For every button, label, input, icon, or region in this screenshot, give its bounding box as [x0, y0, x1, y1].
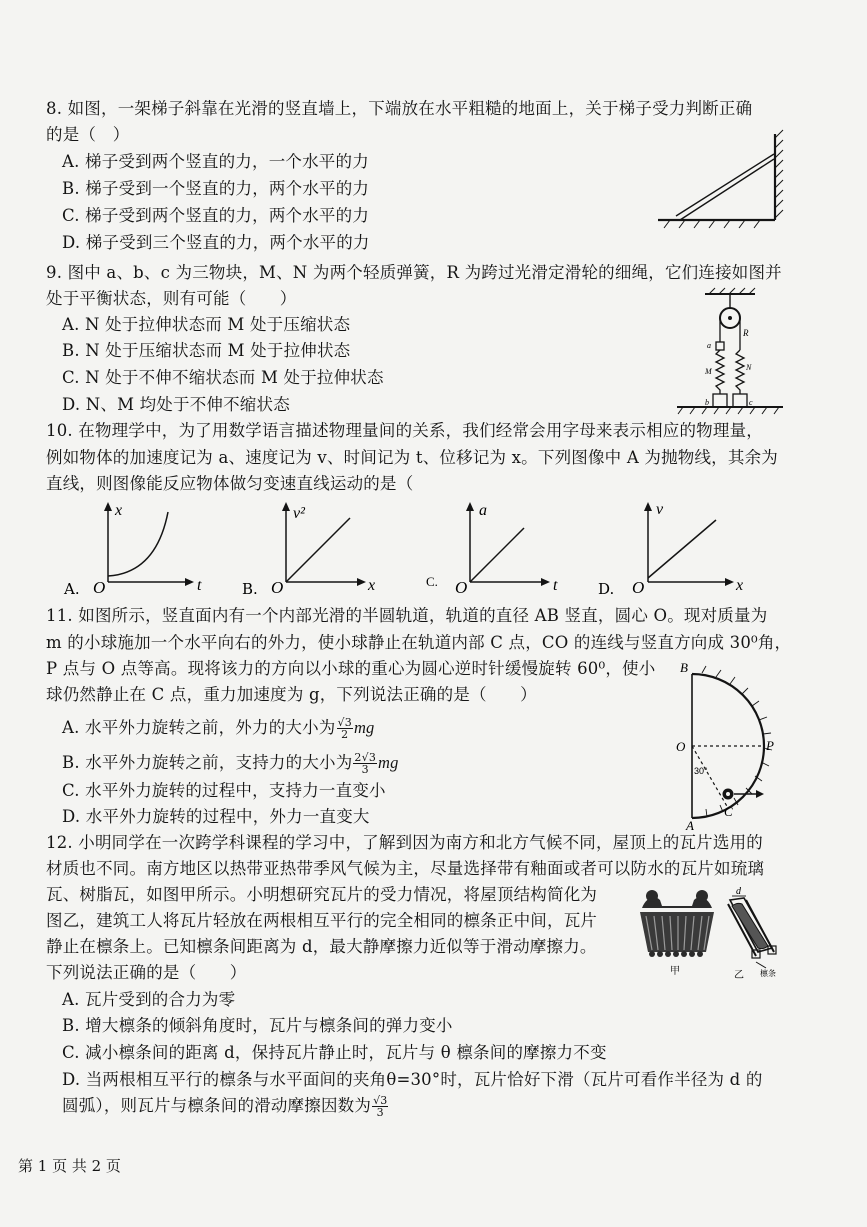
graph-d-y-label: v [656, 501, 664, 518]
q11-option-a [62, 717, 375, 740]
graph-c-letter: C. [426, 574, 438, 589]
q12-figure-jia-roof [632, 886, 722, 978]
graph-c-x-label: t [553, 577, 558, 594]
label-a: a [707, 341, 711, 350]
page-footer: 第 1 页 共 2 页 [18, 1157, 121, 1175]
q12-option-b: B. 增大檩条的倾斜角度时，瓦片与檩条间的弹力变小 [62, 1016, 453, 1035]
label-o: O [676, 739, 686, 754]
q12-stem-line3: 瓦、树脂瓦，如图甲所示。小明想研究瓦片的受力情况，将屋顶结构简化为 [46, 885, 598, 904]
graph-c-y-label: a [479, 502, 487, 519]
q12-option-d-line1: D. 当两根相互平行的檩条与水平面间的夹角θ=30°时，瓦片恰好下滑（瓦片可看作半径为 d 的 [62, 1070, 763, 1089]
graph-a-y-label: x [115, 502, 123, 519]
q11-option-c: C. 水平外力旋转的过程中，支持力一直变小 [62, 781, 386, 800]
graph-c-origin: O [455, 578, 468, 597]
q12-option-d-line2 [62, 1095, 389, 1118]
label-r: R [743, 328, 749, 338]
q8-option-c: C. 梯子受到两个竖直的力，两个水平的力 [62, 206, 370, 225]
q11-option-b [62, 752, 399, 775]
graph-b-letter: B. [242, 580, 258, 598]
label-c: c [749, 398, 753, 407]
q9-stem-line2: 处于平衡状态，则有可能（ ） [46, 289, 297, 308]
q11-option-d: D. 水平外力旋转的过程中，外力一直变大 [62, 807, 370, 826]
q11-option-a-text: A. 水平外力旋转之前，外力的大小为 [62, 718, 336, 737]
graph-b-origin: O [271, 578, 284, 597]
frac-denominator: 2 [341, 728, 349, 741]
label-a: A [686, 818, 694, 833]
q12-figure-yi-purlins [726, 884, 796, 980]
frac-numerator: √3 [373, 1094, 388, 1107]
q12-option-d-fraction [372, 1095, 388, 1118]
q11-stem-line3: P 点与 O 点等高。现将该力的方向以小球的重心为圆心逆时针缓慢旋转 60⁰，使小 [46, 659, 656, 678]
label-lintiao: 檩条 [760, 969, 776, 978]
label-jia: 甲 [670, 966, 680, 977]
graph-a-letter: A. [64, 580, 80, 598]
q8-option-b: B. 梯子受到一个竖直的力，两个水平的力 [62, 179, 370, 198]
q11-option-b-fraction [353, 752, 377, 775]
q10-graph-d [596, 496, 756, 600]
label-b: b [705, 398, 709, 407]
q12-option-d-text: 圆弧），则瓦片与檩条间的滑动摩擦因数为 [62, 1096, 372, 1115]
graph-d-letter: D. [598, 580, 615, 598]
q11-semicircle-track-figure [672, 660, 802, 832]
q11-option-a-unit: mg [353, 718, 375, 737]
q11-option-a-fraction [337, 717, 353, 740]
q8-stem-line1: 8. 如图，一架梯子斜靠在光滑的竖直墙上，下端放在水平粗糙的地面上，关于梯子受力判断正确 [46, 99, 753, 118]
q10-graph-a [60, 498, 210, 600]
q8-ladder-figure [650, 128, 790, 228]
frac-denominator: 3 [376, 1106, 384, 1119]
q8-option-a: A. 梯子受到两个竖直的力，一个水平的力 [62, 152, 369, 171]
graph-b-y-label: v² [293, 505, 305, 522]
graph-b-x-label: x [368, 577, 376, 594]
q9-spring-pulley-figure [675, 286, 785, 416]
q11-option-b-text: B. 水平外力旋转之前，支持力的大小为 [62, 753, 353, 772]
q9-option-b: B. N 处于压缩状态而 M 处于拉伸状态 [62, 341, 351, 360]
q10-graph-c [422, 498, 572, 600]
label-p: P [766, 738, 774, 753]
frac-denominator: 3 [361, 763, 369, 776]
graph-d-x-label: x [736, 577, 744, 594]
q8-option-d: D. 梯子受到三个竖直的力，两个水平的力 [62, 233, 370, 252]
q12-option-c: C. 减小檩条间的距离 d，保持瓦片静止时，瓦片与 θ 檩条间的摩擦力不变 [62, 1043, 607, 1062]
label-m: M [705, 367, 712, 376]
q11-option-b-unit: mg [378, 753, 399, 772]
q12-stem-line6: 下列说法正确的是（ ） [46, 963, 247, 982]
frac-numerator: 2√3 [354, 751, 377, 764]
graph-d-origin: O [632, 578, 645, 597]
label-angle: 30° [694, 766, 708, 776]
q10-stem-line2: 例如物体的加速度记为 a、速度记为 v、时间记为 t、位移记为 x。下列图像中 A 为抛物线，其余为 [46, 448, 778, 467]
q10-stem-line1: 10. 在物理学中，为了用数学语言描述物理量间的关系，我们经常会用字母来表示相应的物理量， [46, 421, 763, 440]
q9-option-c: C. N 处于不伸不缩状态而 M 处于拉伸状态 [62, 368, 384, 387]
q9-stem-line1: 9. 图中 a、b、c 为三物块，M、N 为两个轻质弹簧，R 为跨过光滑定滑轮的细绳，它们连接如图并 [46, 263, 782, 282]
q10-graph-b [238, 498, 388, 600]
q10-stem-line3: 直线，则图像能反应物体做匀变速直线运动的是（ [46, 474, 414, 493]
q11-stem-line2: m 的小球施加一个水平向右的外力，使小球静止在轨道内部 C 点，CO 的连线与竖直方向成 30⁰角， [46, 633, 792, 652]
graph-a-origin: O [93, 578, 106, 597]
frac-numerator: √3 [337, 716, 352, 729]
q11-stem-line4: 球仍然静止在 C 点，重力加速度为 g，下列说法正确的是（ ） [46, 685, 537, 704]
label-n: N [746, 363, 752, 372]
label-d: d [736, 886, 741, 897]
graph-a-x-label: t [197, 577, 202, 594]
q12-stem-line4: 图乙，建筑工人将瓦片轻放在两根相互平行的完全相同的檩条正中间，瓦片 [46, 911, 598, 930]
q9-option-d: D. N、M 均处于不伸不缩状态 [62, 395, 290, 414]
q9-option-a: A. N 处于拉伸状态而 M 处于压缩状态 [62, 315, 351, 334]
label-c: C [724, 804, 733, 819]
q12-stem-line5: 静止在檩条上。已知檩条间距离为 d，最大静摩擦力近似等于滑动摩擦力。 [46, 937, 597, 956]
q12-stem-line1: 12. 小明同学在一次跨学科课程的学习中，了解到因为南方和北方气候不同，屋顶上的瓦片选用的 [46, 833, 763, 852]
q11-stem-line1: 11. 如图所示，竖直面内有一个内部光滑的半圆轨道，轨道的直径 AB 竖直，圆心 O。现对质量为 [46, 606, 768, 625]
label-b: B [680, 660, 688, 675]
q12-stem-line2: 材质也不同。南方地区以热带亚热带季风气候为主，尽量选择带有釉面或者可以防水的瓦片如琉璃 [46, 859, 765, 878]
q12-option-a: A. 瓦片受到的合力为零 [62, 990, 236, 1009]
q8-stem-line2: 的是（ ） [46, 125, 130, 144]
label-yi: 乙 [734, 970, 744, 981]
